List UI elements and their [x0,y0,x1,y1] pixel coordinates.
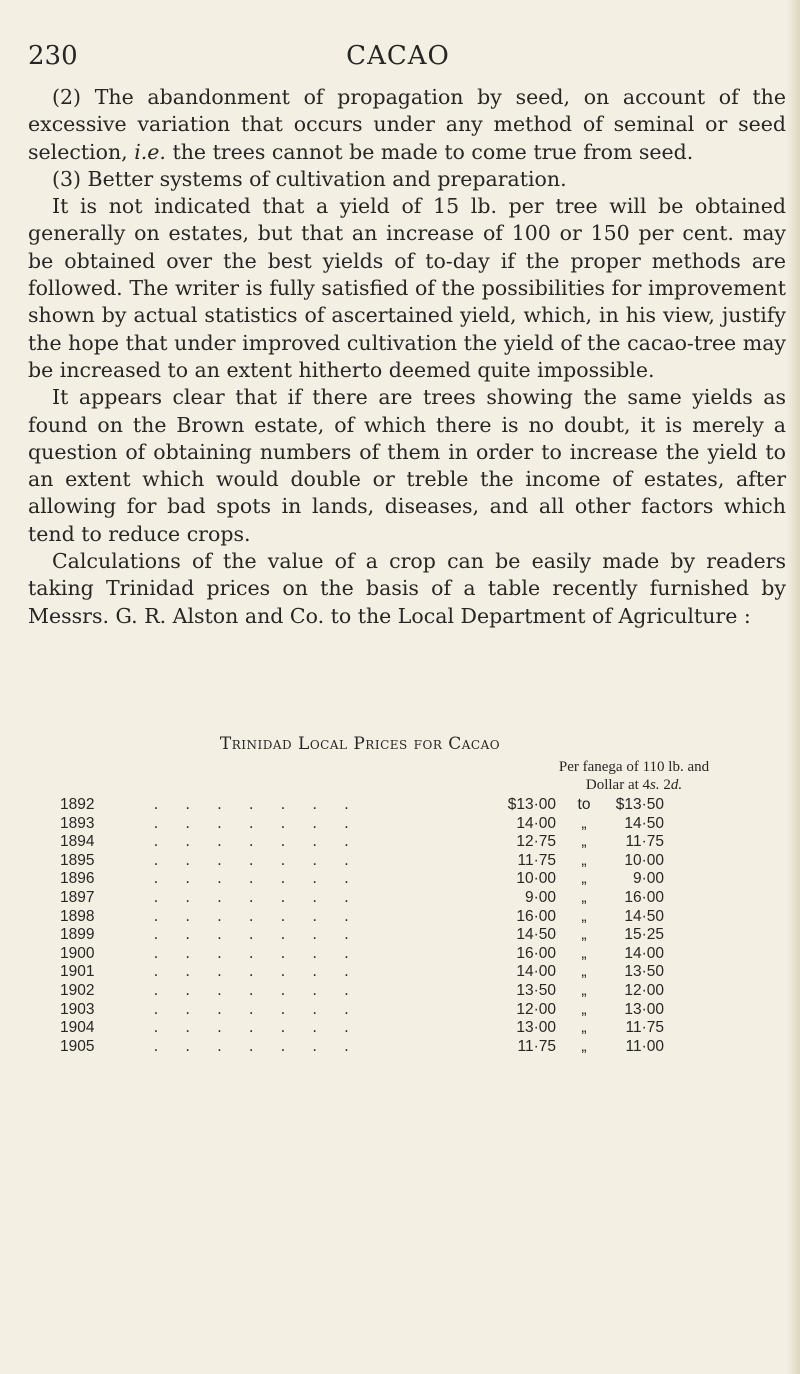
table-cell-high-price: 16·00 [624,888,664,906]
table-row [60,870,780,889]
table-cell-year: 1902 [60,981,95,999]
body-text [28,84,786,630]
table-row [60,796,780,815]
table-cell-leader-dots: . . . . . . . [154,1019,361,1037]
table-cell-low-price: 11·75 [517,1037,556,1055]
table-cell-leader-dots: . . . . . . . [154,907,361,925]
table-cell-leader-dots: . . . . . . . [154,888,361,906]
table-cell-leader-dots: . . . . . . . [154,814,361,832]
table-cell-low-price: 11·75 [517,851,556,869]
table-cell-low-price: 16·00 [516,907,556,925]
table-cell-low-price: 10·00 [516,870,556,888]
table-row [60,926,780,945]
table-cell-separator: „ [581,944,587,962]
table-rows [60,796,780,1056]
table-cell-separator: „ [581,907,587,925]
table-cell-year: 1892 [60,796,95,813]
table-cell-leader-dots: . . . . . . . [154,1037,361,1055]
table-row [60,1038,780,1057]
table-cell-year: 1899 [60,926,95,944]
table-row [60,982,780,1001]
table-row [60,1019,780,1038]
table-cell-separator: „ [581,1019,587,1037]
paragraph-brown-estate: It appears clear that if there are trees showing the same yields as found on the Brown estate, of which there is no doubt, it is merely a question of obtaining numbers of them in order to increase the yield to an extent which would double or treble the income of estates, after allowing for bad spots in lands, diseases, and all other factors which tend to reduce crops. [28,385,786,546]
table-cell-low-price: 13·00 [516,1019,556,1037]
table-cell-separator: „ [581,833,587,851]
table-cell-year: 1900 [60,944,95,962]
table-cell-low-price: 14·50 [516,926,556,944]
table-cell-year: 1897 [60,888,95,906]
table-cell-separator: „ [581,1037,587,1055]
table-cell-high-price: 11·00 [625,1037,664,1055]
table-cell-high-price: 14·00 [624,944,664,962]
paragraph-cultivation: (3) Better systems of cultivation and preparation. [52,166,567,191]
table-cell-separator: „ [581,851,587,869]
table-cell-leader-dots: . . . . . . . [154,1000,361,1018]
page-edge-shadow [786,0,800,1374]
table-cell-separator: „ [581,981,587,999]
table-cell-year: 1903 [60,1000,95,1018]
table-header-line-1: Per fanega of 110 lb. and [558,759,710,775]
table-cell-high-price: 10·00 [624,851,664,869]
paragraph-calculations: Calculations of the value of a crop can be easily made by readers taking Trinidad prices on the basis of a table recently furnished by Messrs. G. R. Alston and Co. to the Local Department of Agriculture : [28,549,786,628]
table-cell-year: 1894 [60,833,95,851]
table-cell-leader-dots: . . . . . . . [154,944,361,962]
table-row [60,945,780,964]
table-cell-high-price: 12·00 [624,981,664,999]
table-row [60,1001,780,1020]
table-row [60,908,780,927]
table-row [60,833,780,852]
paragraph-text: (2) The abandonment of propagation by seed, on account of the excessive variation that occurs under any method of seminal or seed selection, [28,85,786,164]
table-cell-high-price: 9·00 [632,870,664,888]
table-cell-high-price: 13·50 [624,963,664,981]
table-column-header [484,758,784,794]
table-cell-leader-dots: . . . . . . . [154,963,361,981]
table-row [60,852,780,871]
table-cell-low-price: 9·00 [524,888,556,906]
table-cell-leader-dots: . . . . . . . [154,796,361,813]
table-cell-year: 1905 [60,1037,95,1055]
running-head [28,38,788,74]
table-cell-separator: to [577,796,591,813]
table-row [60,963,780,982]
running-title: CACAO [346,41,450,71]
paragraph-seed-propagation [28,84,786,166]
table-cell-low-price: 14·00 [516,814,556,832]
table-cell-high-price: 14·50 [624,907,664,925]
table-cell-separator: „ [581,963,587,981]
table-cell-high-price: 11·75 [625,1019,664,1037]
table-cell-separator: „ [581,814,587,832]
table-cell-leader-dots: . . . . . . . [154,870,361,888]
table-cell-low-price: 12·00 [516,1000,556,1018]
table-title: Trinidad Local Prices for Cacao [219,734,501,754]
table-cell-leader-dots: . . . . . . . [154,926,361,944]
table-cell-low-price: 13·50 [516,981,556,999]
table-cell-leader-dots: . . . . . . . [154,981,361,999]
table-cell-year: 1898 [60,907,95,925]
table-cell-high-price: 15·25 [624,926,664,944]
page-number: 230 [28,41,78,71]
italic-ie: i.e. [134,139,166,164]
table-row [60,815,780,834]
table-cell-year: 1893 [60,814,95,832]
paragraph-text: the trees cannot be made to come true from seed. [172,139,694,164]
table-cell-high-price: 13·00 [624,1000,664,1018]
table-cell-year: 1895 [60,851,95,869]
table-cell-low-price: 14·00 [516,963,556,981]
table-cell-leader-dots: . . . . . . . [154,833,361,851]
table-cell-low-price: 16·00 [516,944,556,962]
table-cell-low-price: $13·00 [507,796,556,813]
table-cell-year: 1901 [60,963,95,981]
table-cell-high-price: 14·50 [624,814,664,832]
table-cell-low-price: 12·75 [516,833,556,851]
table-row [60,889,780,908]
table-cell-separator: „ [581,888,587,906]
paragraph-yield: It is not indicated that a yield of 15 lb. per tree will be obtained generally on estates, but that an increase of 100 or 150 per cent. may be obtained over the best yields of to-day if the proper methods are followed. The writer is fully satisfied of the possibilities for improvement shown by actual statistics of ascertained yield, which, in his view, justify the hope that under improved cultivation the yield of the cacao-tree may be increased to an extent hitherto deemed quite impossible. [28,194,786,382]
table-cell-high-price: 11·75 [625,833,664,851]
table-cell-separator: „ [581,1000,587,1018]
table-cell-separator: „ [581,926,587,944]
table-cell-separator: „ [581,870,587,888]
table-cell-leader-dots: . . . . . . . [154,851,361,869]
table-cell-year: 1896 [60,870,95,888]
table-cell-year: 1904 [60,1019,95,1037]
table-header-line-2: Dollar at 4s. 2d. [585,777,683,793]
table-cell-high-price: $13·50 [615,796,664,813]
